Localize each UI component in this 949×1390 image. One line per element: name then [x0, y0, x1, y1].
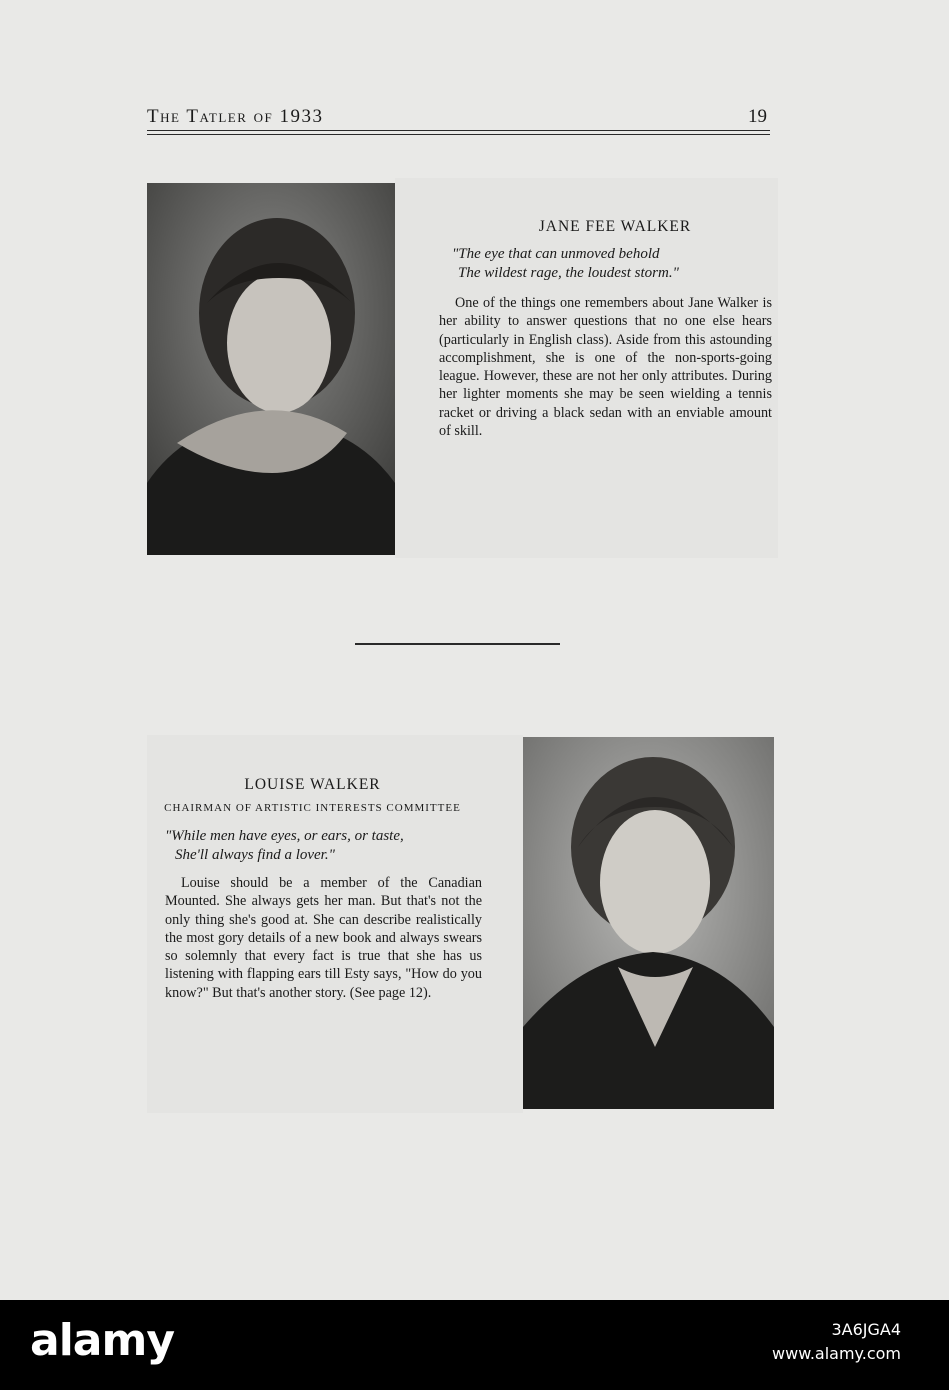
watermark-logo: alamy	[30, 1315, 174, 1366]
entry-name-louise: LOUISE WALKER	[244, 776, 381, 793]
entry-subtitle-louise: CHAIRMAN OF ARTISTIC INTERESTS COMMITTEE	[164, 802, 461, 814]
header-rule-bottom	[147, 134, 770, 135]
page-number: 19	[748, 106, 767, 127]
entry-bio-louise: Louise should be a member of the Canadian Mounted. She always gets her man. But that's not the only thing she's good at. She can describe realistically the most gory details of a new book and always swears so solemnly that every fact is true that she has us listening with flapping ears till Esty says, "How do you know?" But that's another story. (See page 12).	[165, 875, 482, 1001]
header-rule-top	[147, 130, 770, 131]
portrait-photo-jane	[147, 183, 395, 555]
running-header-title: The Tatler of 1933	[147, 106, 324, 127]
section-divider	[355, 643, 560, 645]
entry-quote-jane	[452, 245, 762, 283]
quote-line: The wildest rage, the loudest storm."	[458, 265, 679, 281]
quote-line: "The eye that can unmoved behold	[452, 246, 660, 262]
quote-line: She'll always find a lover."	[175, 847, 335, 863]
entry-quote-louise	[165, 827, 485, 865]
watermark-site: www.alamy.com	[772, 1344, 901, 1363]
quote-line: "While men have eyes, or ears, or taste,	[165, 828, 404, 844]
portrait-photo-louise	[523, 737, 774, 1109]
watermark-image-id: 3A6JGA4	[831, 1320, 901, 1339]
entry-bio-jane: One of the things one remembers about Jane Walker is her ability to answer questions that no one else hears (particularly in English class). Aside from this astounding accomplishment, she is one of the non-sports-going league. However, these are not her only attributes. During her lighter moments she may be seen wielding a tennis racket or driving a black sedan with an enviable amount of skill.	[439, 295, 772, 440]
entry-name-jane: JANE FEE WALKER	[538, 218, 692, 235]
